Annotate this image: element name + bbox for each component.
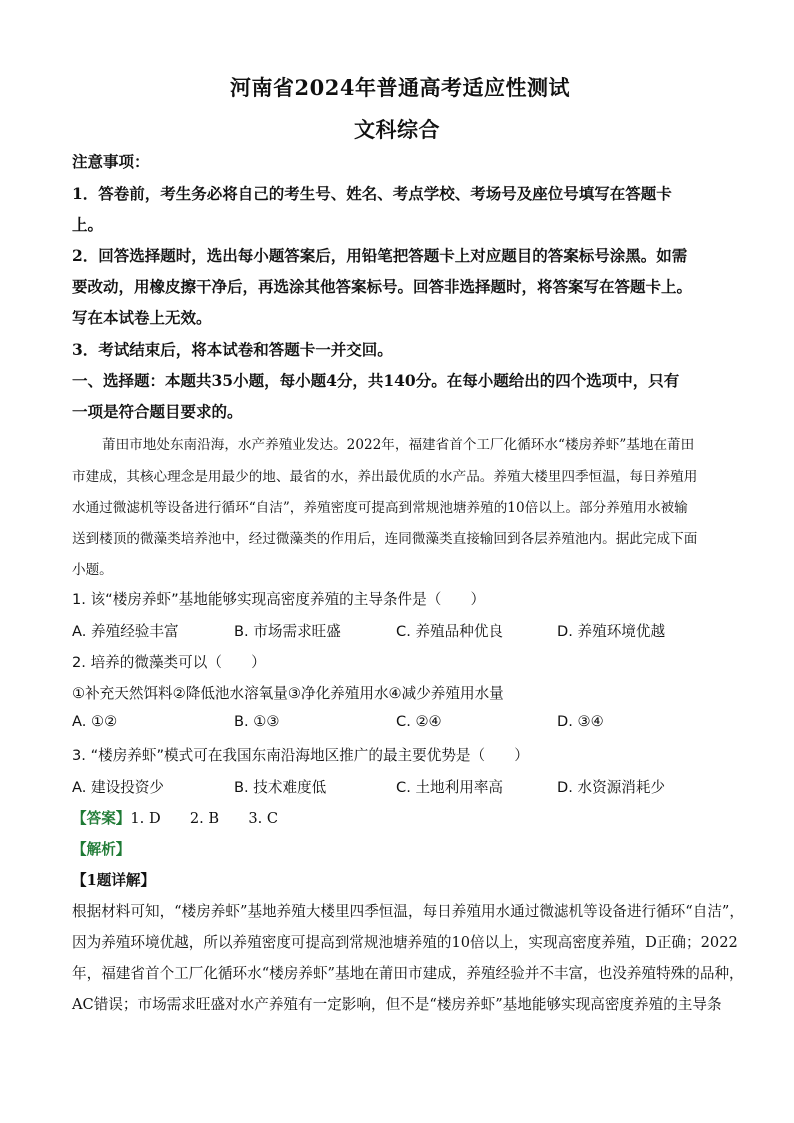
notice-item-2-cont: 要改动，用橡皮擦干净后，再选涂其他答案标号。回答非选择题时，将答案写在答题卡上。 [72, 277, 693, 296]
passage-line: 莆田市地处东南沿海，水产养殖业发达。2022年，福建省首个工厂化循环水“楼房养虾”基地在莆田 [102, 437, 695, 453]
answer-row [72, 807, 278, 828]
q3-option-c: C. 土地利用率高 [396, 779, 504, 796]
q3-option-d: D. 水资源消耗少 [557, 779, 666, 796]
passage-line: 市建成，其核心理念是用最少的地、最省的水，养出最优质的水产品。养殖大楼里四季恒温，每日养殖用 [72, 469, 698, 485]
notice-item-2: 2．回答选择题时，选出每小题答案后，用铅笔把答题卡上对应题目的答案标号涂黑。如需 [72, 246, 688, 265]
q1-option-b: B. 市场需求旺盛 [234, 623, 341, 640]
analysis-label: 【解析】 [72, 841, 131, 858]
q1-option-c: C. 养殖品种优良 [396, 623, 504, 640]
passage-line: 水通过微滤机等设备进行循环“自洁”，养殖密度可提高到常规池塘养殖的10倍以上。部分养殖用水被输 [72, 500, 688, 516]
notice-item-1: 1．答卷前，考生务必将自己的考生号、姓名、考点学校、考场号及座位号填写在答题卡 [72, 184, 672, 203]
answer-values: 1. D 2. B 3. C [130, 810, 279, 827]
notice-item-1-cont: 上。 [72, 215, 104, 234]
analysis-detail-label: 【1题详解】 [72, 872, 156, 889]
q1-option-d: D. 养殖环境优越 [557, 623, 666, 640]
q1-option-a: A. 养殖经验丰富 [72, 623, 179, 640]
section-heading-cont: 一项是符合题目要求的。 [72, 402, 243, 421]
q2-option-c: C. ②④ [396, 713, 442, 730]
q3-option-b: B. 技术难度低 [234, 779, 327, 796]
section-heading: 一、选择题：本题共35小题，每小题4分，共140分。在每小题给出的四个选项中，只有 [72, 371, 680, 390]
page-title: 河南省2024年普通高考适应性测试 [230, 75, 570, 100]
answer-label: 【答案】 [72, 810, 131, 827]
question-3-stem: 3. “楼房养虾”模式可在我国东南沿海地区推广的最主要优势是（ ） [72, 747, 529, 764]
q2-option-d: D. ③④ [557, 713, 604, 730]
passage-line: 送到楼顶的微藻类培养池中，经过微藻类的作用后，连同微藻类直接输回到各层养殖池内。据此完成下面 [72, 531, 698, 547]
q3-option-a: A. 建设投资少 [72, 779, 164, 796]
question-1-stem: 1. 该“楼房养虾”基地能够实现高密度养殖的主导条件是（ ） [72, 591, 486, 608]
question-2-substem: ①补充天然饵料②降低池水溶氧量③净化养殖用水④减少养殖用水量 [72, 685, 504, 702]
q2-option-b: B. ①③ [234, 713, 280, 730]
notice-item-2-end: 写在本试卷上无效。 [72, 308, 212, 327]
notice-item-3: 3．考试结束后，将本试卷和答题卡一并交回。 [72, 340, 393, 359]
notice-heading: 注意事项： [72, 152, 150, 171]
analysis-line: AC错误；市场需求旺盛对水产养殖有一定影响，但不是“楼房养虾”基地能够实现高密度养殖的主导条 [72, 996, 722, 1013]
q2-option-a: A. ①② [72, 713, 118, 730]
question-2-stem: 2. 培养的微藻类可以（ ） [72, 654, 266, 671]
analysis-line: 因为养殖环境优越，所以养殖密度可提高到常规池塘养殖的10倍以上，实现高密度养殖，D正确；2022 [72, 934, 738, 951]
passage-line: 小题。 [72, 562, 113, 578]
page-subtitle: 文科综合 [354, 117, 440, 142]
analysis-line: 根据材料可知，“楼房养虾”基地养殖大楼里四季恒温，每日养殖用水通过微滤机等设备进行循环“自洁”， [72, 903, 744, 920]
analysis-line: 年，福建省首个工厂化循环水“楼房养虾”基地在莆田市建成，养殖经验并不丰富，也没养殖特殊的品种， [72, 965, 744, 982]
